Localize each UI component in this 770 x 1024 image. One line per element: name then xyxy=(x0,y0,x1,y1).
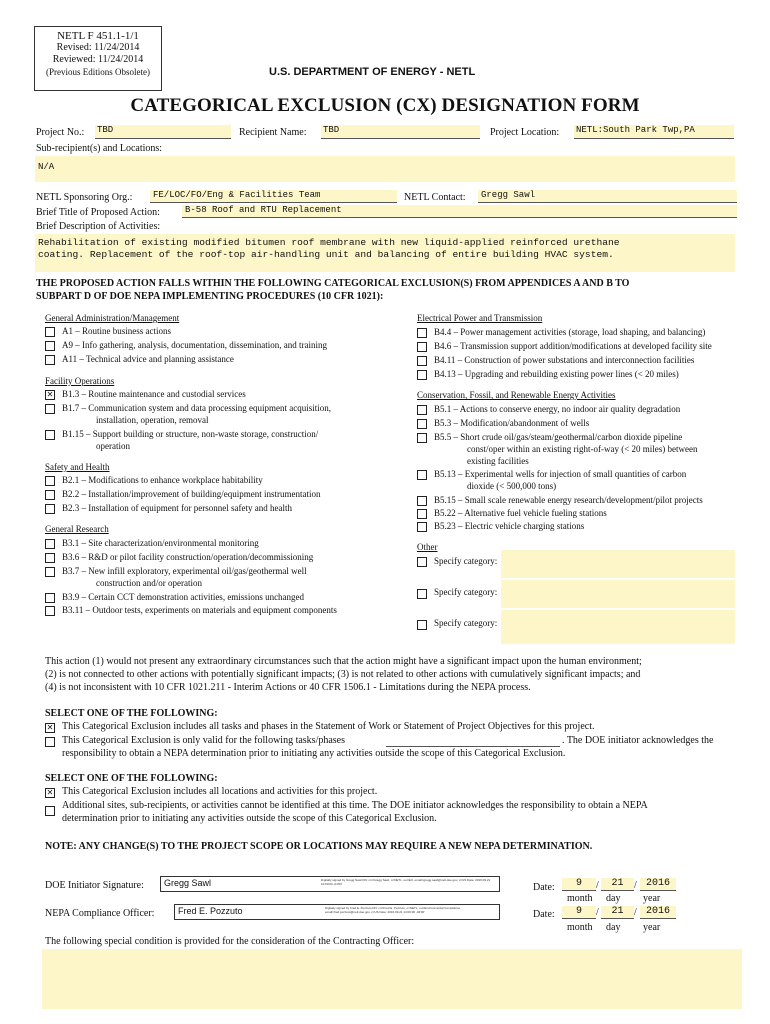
checkbox-b5-1[interactable] xyxy=(417,405,427,415)
label-specify-1: Specify category: xyxy=(434,556,498,566)
cx-heading-line-1: THE PROPOSED ACTION FALLS WITHIN THE FOLLOWING CATEGORICAL EXCLUSION(S) FROM APPENDICES A AND B TO xyxy=(36,278,630,289)
checkbox-b5-22[interactable] xyxy=(417,509,427,519)
label-a1: A1 – Routine business actions xyxy=(62,326,171,336)
checkbox-all-tasks[interactable]: ✕ xyxy=(46,723,54,732)
checkbox-b4-13[interactable] xyxy=(417,370,427,380)
checkbox-other-2[interactable] xyxy=(417,589,427,599)
label-a9: A9 – Info gathering, analysis, documentation, dissemination, and training xyxy=(62,340,327,350)
agency-name: U.S. DEPARTMENT OF ENERGY - NETL xyxy=(269,66,476,78)
section-electrical: Electrical Power and Transmission xyxy=(417,313,543,323)
checkbox-a1[interactable] xyxy=(45,327,55,337)
subrecipients-value: N/A xyxy=(38,162,55,172)
doe-signature-field[interactable] xyxy=(160,876,500,892)
nepa-signature-name: Fred E. Pozzuto xyxy=(178,906,243,916)
all-tasks-label: This Categorical Exclusion includes all tasks and phases in the Statement of Work or Statement of Project Objectives for this project. xyxy=(62,721,595,732)
checkbox-b2-1[interactable] xyxy=(45,476,55,486)
doe-signature-label: DOE Initiator Signature: xyxy=(45,880,144,891)
label-b5-13-cont: dioxide (< 500,000 tons) xyxy=(467,481,557,491)
date2-slash-1: / xyxy=(596,907,599,918)
label-b3-6: B3.6 – R&D or pilot facility construction/operation/decommissioning xyxy=(62,552,314,562)
checkbox-b3-1[interactable] xyxy=(45,539,55,549)
checkbox-specific-tasks[interactable] xyxy=(45,737,55,747)
checkbox-b4-6[interactable] xyxy=(417,342,427,352)
checkbox-b1-3[interactable]: ✕ xyxy=(46,390,54,399)
date1-month-caption: month xyxy=(567,893,593,904)
nepa-digital-stamp: Digitally signed by Fred E. Pozzuto DN: cn=Fred E. Pozzuto, o=NETL, ou=Environmental Compliance, email=fred.pozzuto@netl.doe.gov, c=US Date: 2016.09.21 14:00:00 -04'00' xyxy=(325,906,461,914)
label-b1-7-cont: installation, operation, removal xyxy=(96,415,209,425)
subrecipients-field[interactable] xyxy=(35,156,735,182)
specific-tasks-label-cont-2: responsibility to obtain a NEPA determination prior to initiating any activities outside the scope of this Categorical Exclusion. xyxy=(62,748,566,759)
statement-line-2: (2) is not connected to other actions with potentially significant impacts; (3) is not related to other actions with cumulatively significant impacts; and xyxy=(45,669,641,680)
checkbox-a9[interactable] xyxy=(45,341,55,351)
date2-year[interactable]: 2016 xyxy=(640,906,676,919)
doe-signature-name: Gregg Sawl xyxy=(164,878,212,888)
label-b5-13: B5.13 – Experimental wells for injection of small quantities of carbon xyxy=(434,469,687,479)
other-category-field-1[interactable] xyxy=(501,550,735,578)
specific-tasks-label-cont: . The DOE initiator acknowledges the xyxy=(562,735,714,746)
date2-month[interactable]: 9 xyxy=(562,906,596,919)
statement-line-3: (4) is not inconsistent with 10 CFR 1021.211 - Interim Actions or 40 CFR 1506.1 - Limitations during the NEPA process. xyxy=(45,682,531,693)
activities-line-2: coating. Replacement of the roof-top air-handling unit and balancing of entire building HVAC system. xyxy=(38,249,614,260)
checkbox-b4-4[interactable] xyxy=(417,328,427,338)
checkbox-other-1[interactable] xyxy=(417,557,427,567)
additional-sites-label: Additional sites, sub-recipients, or activities cannot be identified at this time. The DOE initiator acknowledges the responsibility to obtain a NEPA xyxy=(62,800,648,811)
label-b1-7: B1.7 – Communication system and data processing equipment acquisition, xyxy=(62,403,331,413)
checkbox-b3-11[interactable] xyxy=(45,606,55,616)
label-specify-2: Specify category: xyxy=(434,587,498,597)
checkbox-b5-13[interactable] xyxy=(417,470,427,480)
label-b4-11: B4.11 – Construction of power substations and interconnection facilities xyxy=(434,355,695,365)
cx-heading-line-2: SUBPART D OF DOE NEPA IMPLEMENTING PROCEDURES (10 CFR 1021): xyxy=(36,291,384,302)
special-condition-field[interactable] xyxy=(42,949,742,1009)
activities-line-1: Rehabilitation of existing modified bitumen roof membrane with new liquid-applied reinforced urethane xyxy=(38,237,620,248)
label-specify-3: Specify category: xyxy=(434,618,498,628)
section-general-admin: General Administration/Management xyxy=(45,313,180,323)
project-no-label: Project No.: xyxy=(36,127,85,138)
checkbox-b2-2[interactable] xyxy=(45,490,55,500)
label-b5-1: B5.1 – Actions to conserve energy, no indoor air quality degradation xyxy=(434,404,681,414)
label-b2-2: B2.2 – Installation/improvement of building/equipment instrumentation xyxy=(62,489,321,499)
label-b5-5: B5.5 – Short crude oil/gas/steam/geothermal/carbon dioxide pipeline xyxy=(434,432,683,442)
change-note: NOTE: ANY CHANGE(S) TO THE PROJECT SCOPE OR LOCATIONS MAY REQUIRE A NEW NEPA DETERMINATION. xyxy=(45,841,593,852)
form-id: NETL F 451.1-1/1 xyxy=(57,30,139,42)
section-other: Other xyxy=(417,542,438,552)
form-title: CATEGORICAL EXCLUSION (CX) DESIGNATION FORM xyxy=(130,95,640,116)
date2-month-caption: month xyxy=(567,922,593,933)
date1-day[interactable]: 21 xyxy=(601,878,634,891)
activities-field[interactable] xyxy=(35,234,735,272)
checkbox-b5-23[interactable] xyxy=(417,522,427,532)
checkbox-additional-sites[interactable] xyxy=(45,806,55,816)
checkbox-a11[interactable] xyxy=(45,355,55,365)
date2-slash-2: / xyxy=(634,907,637,918)
label-b5-5-cont-1: const/oper within an existing right-of-way (< 20 miles) between xyxy=(467,444,698,454)
date2-day[interactable]: 21 xyxy=(601,906,634,919)
checkbox-b5-15[interactable] xyxy=(417,496,427,506)
recipient-label: Recipient Name: xyxy=(239,127,307,138)
revised-date: Revised: 11/24/2014 xyxy=(56,42,140,53)
checkbox-b3-7[interactable] xyxy=(45,567,55,577)
checkbox-b1-7[interactable] xyxy=(45,404,55,414)
label-b3-1: B3.1 – Site characterization/environmental monitoring xyxy=(62,538,259,548)
checkbox-other-3[interactable] xyxy=(417,620,427,630)
other-category-field-3[interactable] xyxy=(501,610,735,644)
location-label: Project Location: xyxy=(490,127,560,138)
label-b2-1: B2.1 – Modifications to enhance workplace habitability xyxy=(62,475,263,485)
obsolete-note: (Previous Editions Obsolete) xyxy=(46,67,150,77)
doe-digital-stamp: Digitally signed by Gregg Sawl DN: cn=Gregg Sawl, o=NETL, ou=EO, email=gregg.sawl@netl.doe.gov, c=US Date: 2016.09.21 10:00:00 -04'00' xyxy=(321,878,491,886)
label-b3-11: B3.11 – Outdoor tests, experiments on materials and equipment components xyxy=(62,605,337,615)
checkbox-all-locations[interactable]: ✕ xyxy=(46,788,54,797)
sponsoring-field[interactable]: FE/LOC/FO/Eng & Facilities Team xyxy=(150,190,397,203)
select-one-heading-1: SELECT ONE OF THE FOLLOWING: xyxy=(45,708,218,719)
label-b2-3: B2.3 – Installation of equipment for personnel safety and health xyxy=(62,503,292,513)
checkbox-b3-9[interactable] xyxy=(45,593,55,603)
nepa-officer-label: NEPA Compliance Officer: xyxy=(45,908,155,919)
label-b5-3: B5.3 – Modification/abandonment of wells xyxy=(434,418,590,428)
contact-label: NETL Contact: xyxy=(404,192,466,203)
label-b3-7: B3.7 – New infill exploratory, experimental oil/gas/geothermal well xyxy=(62,566,307,576)
date2-year-caption: year xyxy=(643,922,661,933)
date-label-2: Date: xyxy=(533,909,555,920)
sponsoring-label: NETL Sponsoring Org.: xyxy=(36,192,133,203)
brief-title-field[interactable]: B-58 Roof and RTU Replacement xyxy=(182,205,737,218)
reviewed-date: Reviewed: 11/24/2014 xyxy=(52,54,144,65)
other-category-field-2[interactable] xyxy=(501,580,735,608)
section-safety-health: Safety and Health xyxy=(45,462,110,472)
checkbox-b4-11[interactable] xyxy=(417,356,427,366)
label-b1-15: B1.15 – Support building or structure, non-waste storage, construction/ xyxy=(62,429,319,439)
select-one-heading-2: SELECT ONE OF THE FOLLOWING: xyxy=(45,773,218,784)
date1-year-caption: year xyxy=(643,893,661,904)
specific-tasks-label: This Categorical Exclusion is only valid for the following tasks/phases xyxy=(62,735,346,746)
date1-year[interactable]: 2016 xyxy=(640,878,676,891)
date2-day-caption: day xyxy=(606,922,621,933)
label-b3-9: B3.9 – Certain CCT demonstration activities, emissions unchanged xyxy=(62,592,305,602)
section-conservation: Conservation, Fossil, and Renewable Energy Activities xyxy=(417,390,616,400)
date1-slash-2: / xyxy=(634,880,637,891)
label-b5-15: B5.15 – Small scale renewable energy research/development/pilot projects xyxy=(434,495,703,505)
all-locations-label: This Categorical Exclusion includes all locations and activities for this project. xyxy=(62,786,378,797)
label-b4-13: B4.13 – Upgrading and rebuilding existing power lines (< 20 miles) xyxy=(434,369,679,379)
label-b4-4: B4.4 – Power management activities (storage, load shaping, and balancing) xyxy=(434,327,706,337)
label-b5-5-cont-2: existing facilities xyxy=(467,456,529,466)
label-b4-6: B4.6 – Transmission support addition/modifications at developed facility site xyxy=(434,341,712,351)
date1-day-caption: day xyxy=(606,893,621,904)
checkbox-b5-3[interactable] xyxy=(417,419,427,429)
label-a11: A11 – Technical advice and planning assistance xyxy=(62,354,234,364)
label-b5-23: B5.23 – Electric vehicle charging stations xyxy=(434,521,585,531)
project-no-field[interactable]: TBD xyxy=(95,125,231,139)
subrecipients-label: Sub-recipient(s) and Locations: xyxy=(36,143,163,154)
checkbox-b1-15[interactable] xyxy=(45,430,55,440)
additional-sites-label-cont: determination prior to initiating any activities outside the scope of this Categorical Exclusion. xyxy=(62,813,437,824)
statement-line-1: This action (1) would not present any extraordinary circumstances such that the action might have a significant impact upon the human environment; xyxy=(45,656,642,667)
checkbox-b3-6[interactable] xyxy=(45,553,55,563)
brief-title-label: Brief Title of Proposed Action: xyxy=(36,207,160,218)
form-id-box xyxy=(34,26,162,91)
date1-slash-1: / xyxy=(596,880,599,891)
section-general-research: General Research xyxy=(45,524,109,534)
date-label-1: Date: xyxy=(533,882,555,893)
nepa-signature-field[interactable] xyxy=(174,904,500,920)
checkbox-b2-3[interactable] xyxy=(45,504,55,514)
section-facility-ops: Facility Operations xyxy=(45,376,115,386)
label-b3-7-cont: construction and/or operation xyxy=(96,578,202,588)
label-b5-22: B5.22 – Alternative fuel vehicle fueling stations xyxy=(434,508,607,518)
tasks-phases-field[interactable] xyxy=(386,734,560,747)
location-field[interactable]: NETL:South Park Twp,PA xyxy=(574,125,734,139)
checkbox-b5-5[interactable] xyxy=(417,433,427,443)
special-condition-label: The following special condition is provided for the consideration of the Contracting Officer: xyxy=(45,936,415,947)
contact-field[interactable]: Gregg Sawl xyxy=(478,190,737,203)
date1-month[interactable]: 9 xyxy=(562,878,596,891)
activities-label: Brief Description of Activities: xyxy=(36,221,161,232)
label-b1-3: B1.3 – Routine maintenance and custodial services xyxy=(62,389,246,399)
label-b1-15-cont: operation xyxy=(96,441,130,451)
recipient-field[interactable]: TBD xyxy=(321,125,480,139)
